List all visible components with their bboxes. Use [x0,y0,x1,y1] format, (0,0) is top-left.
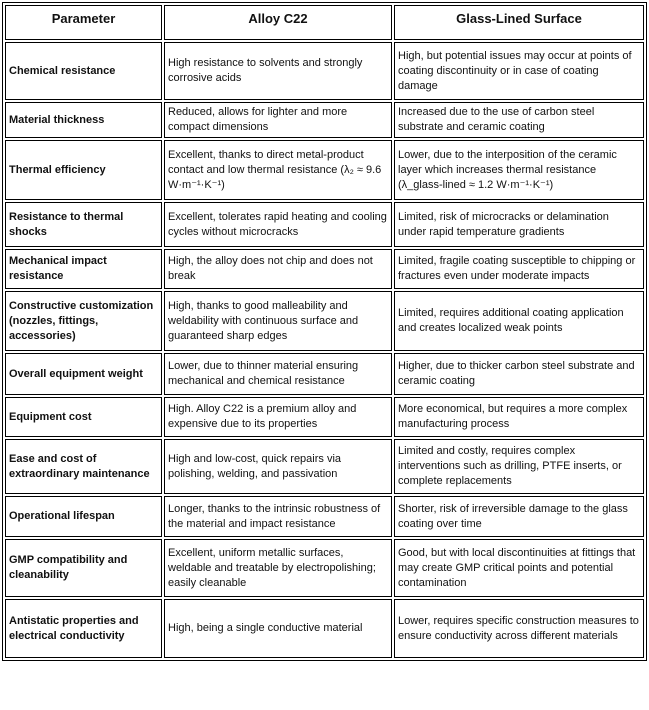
glass-lined-cell: Good, but with local discontinuities at fittings that may create GMP critical points and potential contamination [394,539,644,597]
glass-lined-cell: Limited, requires additional coating application and creates localized weak points [394,291,644,351]
parameter-cell: Overall equipment weight [5,353,162,395]
alloy-c22-cell: Excellent, tolerates rapid heating and cooling cycles without microcracks [164,202,392,247]
header-parameter: Parameter [5,5,162,40]
parameter-cell: Chemical resistance [5,42,162,100]
glass-lined-cell: Limited, risk of microcracks or delamination under rapid temperature gradients [394,202,644,247]
header-row [5,5,644,40]
glass-lined-cell: Lower, due to the interposition of the ceramic layer which increases thermal resistance (λ_glass-lined ≈ 1.2 W·m⁻¹·K⁻¹) [394,140,644,200]
header-alloy-c22: Alloy C22 [164,5,392,40]
table-row [5,249,644,289]
glass-lined-cell: Lower, requires specific construction measures to ensure conductivity across different materials [394,599,644,658]
alloy-c22-cell: Excellent, uniform metallic surfaces, weldable and treatable by electropolishing; easily cleanable [164,539,392,597]
alloy-c22-cell: High resistance to solvents and strongly corrosive acids [164,42,392,100]
table-row [5,599,644,658]
table-row [5,42,644,100]
table-row [5,202,644,247]
alloy-c22-cell: High, thanks to good malleability and weldability with continuous surface and guaranteed sharp edges [164,291,392,351]
alloy-c22-cell: High, being a single conductive material [164,599,392,658]
alloy-c22-cell: High. Alloy C22 is a premium alloy and expensive due to its properties [164,397,392,437]
comparison-table [2,2,647,661]
table-row [5,496,644,537]
parameter-cell: GMP compatibility and cleanability [5,539,162,597]
header-glass-lined: Glass-Lined Surface [394,5,644,40]
table-row [5,102,644,138]
glass-lined-cell: Limited and costly, requires complex interventions such as drilling, PTFE inserts, or complete replacements [394,439,644,494]
parameter-cell: Resistance to thermal shocks [5,202,162,247]
parameter-cell: Mechanical impact resistance [5,249,162,289]
glass-lined-cell: Increased due to the use of carbon steel substrate and ceramic coating [394,102,644,138]
table-row [5,439,644,494]
parameter-cell: Thermal efficiency [5,140,162,200]
table-row [5,291,644,351]
parameter-cell: Equipment cost [5,397,162,437]
alloy-c22-cell: Longer, thanks to the intrinsic robustness of the material and impact resistance [164,496,392,537]
table-row [5,353,644,395]
table-row [5,397,644,437]
glass-lined-cell: Higher, due to thicker carbon steel substrate and ceramic coating [394,353,644,395]
table-row [5,539,644,597]
parameter-cell: Antistatic properties and electrical conductivity [5,599,162,658]
parameter-cell: Material thickness [5,102,162,138]
parameter-cell: Ease and cost of extraordinary maintenance [5,439,162,494]
alloy-c22-cell: Excellent, thanks to direct metal-product contact and low thermal resistance (λ₂ ≈ 9.6 W·m⁻¹·K⁻¹) [164,140,392,200]
glass-lined-cell: More economical, but requires a more complex manufacturing process [394,397,644,437]
glass-lined-cell: Shorter, risk of irreversible damage to the glass coating over time [394,496,644,537]
table-row [5,140,644,200]
glass-lined-cell: Limited, fragile coating susceptible to chipping or fractures even under moderate impacts [394,249,644,289]
parameter-cell: Constructive customization (nozzles, fittings, accessories) [5,291,162,351]
alloy-c22-cell: High and low-cost, quick repairs via polishing, welding, and passivation [164,439,392,494]
glass-lined-cell: High, but potential issues may occur at points of coating discontinuity or in case of coating damage [394,42,644,100]
alloy-c22-cell: Lower, due to thinner material ensuring mechanical and chemical resistance [164,353,392,395]
alloy-c22-cell: Reduced, allows for lighter and more compact dimensions [164,102,392,138]
alloy-c22-cell: High, the alloy does not chip and does not break [164,249,392,289]
parameter-cell: Operational lifespan [5,496,162,537]
